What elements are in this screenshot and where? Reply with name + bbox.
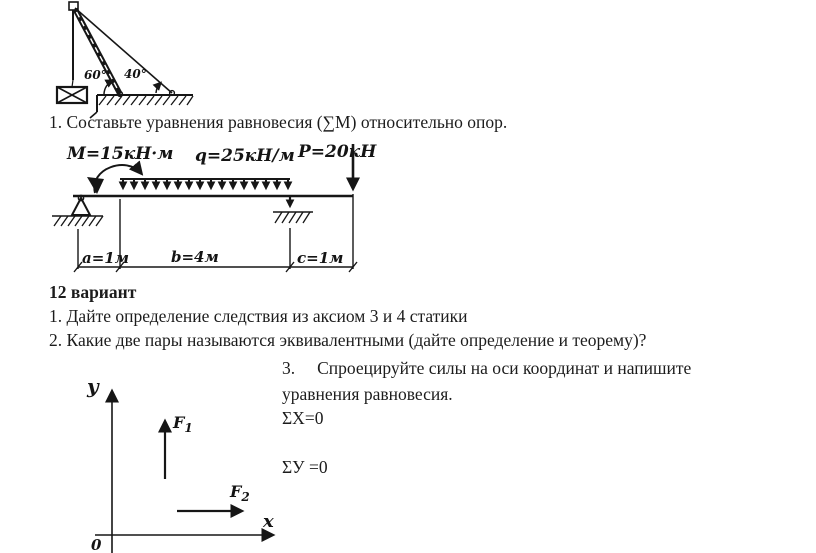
dim-a-label: a=1м <box>82 249 129 267</box>
task1-text: 1. Составьте уравнения равновесия (∑М) относительно опор. <box>49 112 508 132</box>
load-label: q=25кН/м <box>195 146 295 166</box>
force-label: Р=20кН <box>298 142 377 162</box>
f1-label-base: F <box>173 413 185 432</box>
sum-x-equation: ΣХ=0 <box>282 408 324 428</box>
crane-weight <box>57 87 87 103</box>
dim-b-label: b=4м <box>171 248 219 266</box>
origin-label: 0 <box>91 536 102 553</box>
f2-label-sub: 2 <box>241 490 250 504</box>
axes-drawing <box>86 374 274 553</box>
distributed-load <box>120 179 290 188</box>
angle-arc-40 <box>156 83 161 93</box>
question-3-line1 <box>282 357 691 380</box>
f1-label-sub: 1 <box>184 421 193 435</box>
moment-label: М=15кН·м <box>67 144 174 164</box>
question-1: 1. Дайте определение следствия из аксиом 3 и 4 статики <box>49 306 468 326</box>
y-axis-label: y <box>87 374 99 398</box>
question-3-number: 3. <box>282 358 296 378</box>
axes-figure <box>60 372 295 553</box>
right-support <box>273 196 313 223</box>
crane-figure <box>40 0 215 122</box>
variant-title: 12 вариант <box>49 282 137 302</box>
question-3-line2: уравнения равновесия. <box>282 384 453 404</box>
beam-figure <box>45 136 377 278</box>
f1-label <box>172 413 193 435</box>
angle-40-label: 40° <box>124 67 147 81</box>
angle-60-label: 60° <box>84 68 107 82</box>
f2-label-base: F <box>230 482 242 501</box>
crane-drawing <box>57 2 193 118</box>
x-axis-label: x <box>263 511 274 532</box>
sum-y-equation: ΣУ =0 <box>282 457 328 477</box>
dimension-lines <box>74 199 357 272</box>
question-2: 2. Какие две пары называются эквивалентными (дайте определение и теорему)? <box>49 330 647 350</box>
left-support <box>52 195 103 226</box>
beam-drawing <box>52 142 377 272</box>
question-3-text: Спроецируйте силы на оси координат и напишите <box>317 358 692 378</box>
f2-label <box>229 482 250 504</box>
dim-c-label: c=1м <box>297 249 344 267</box>
